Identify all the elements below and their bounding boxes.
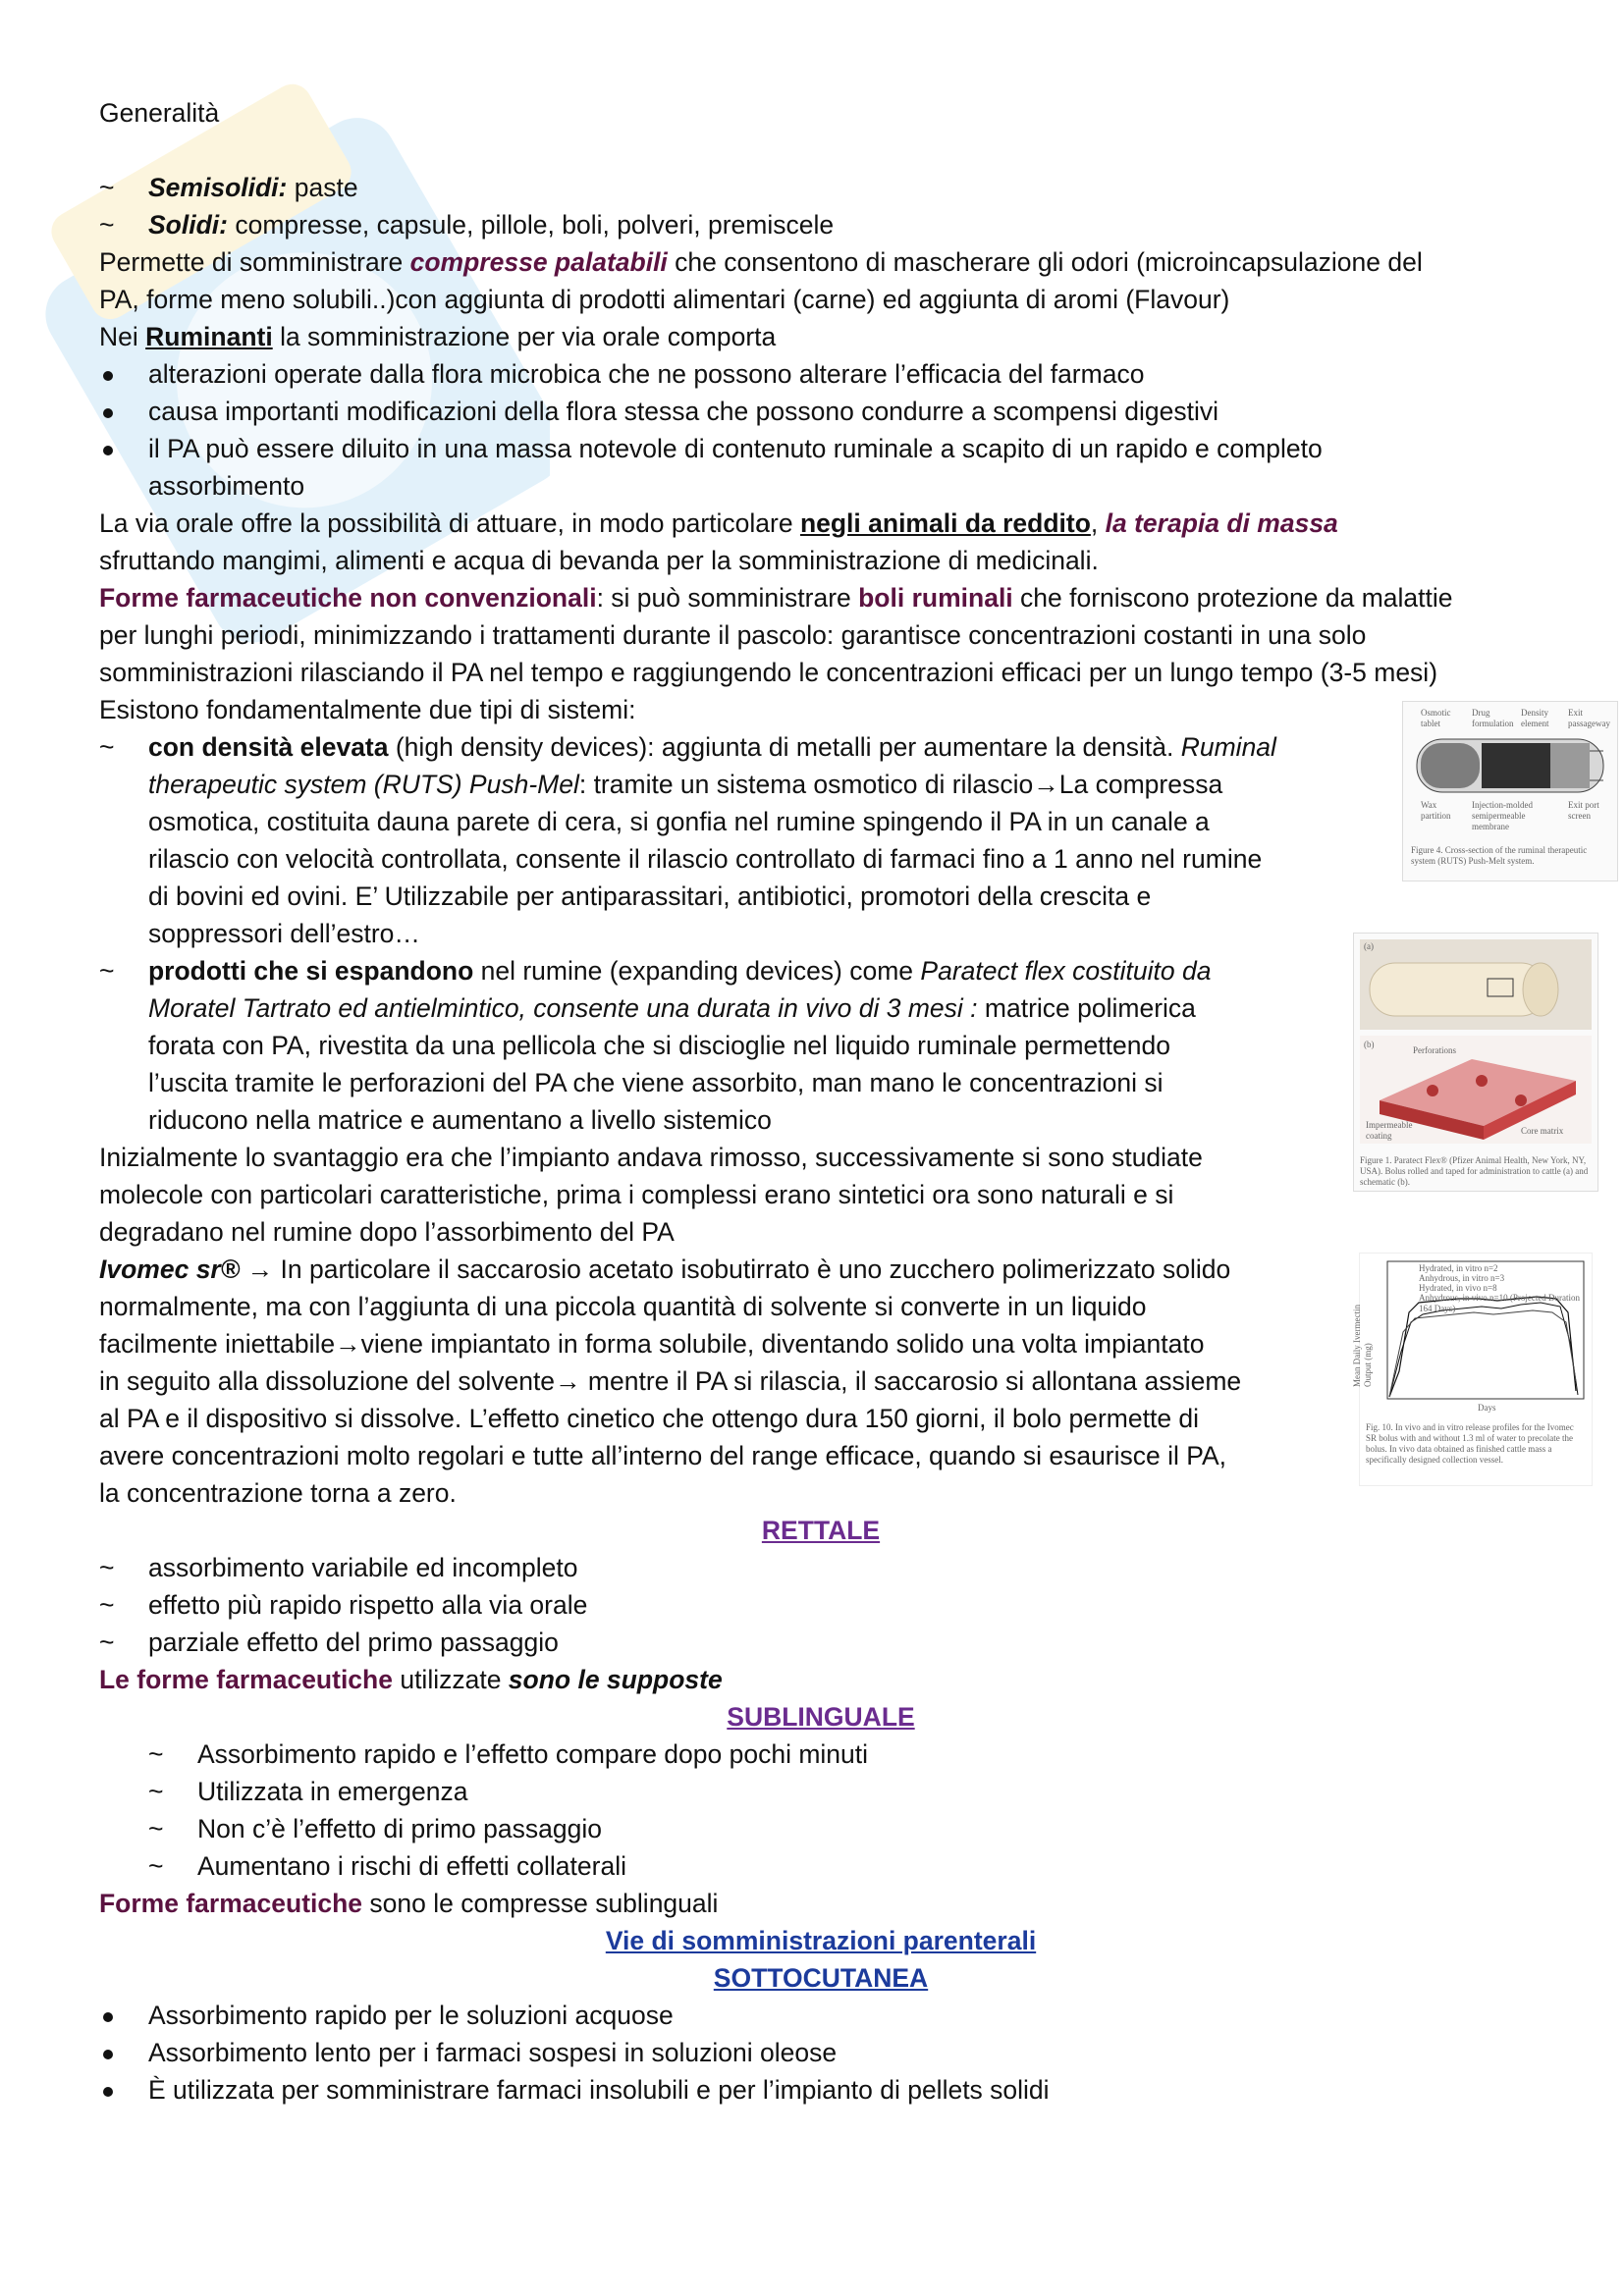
tilde-bullet: ~	[148, 1814, 164, 1843]
section-heading-rettale: RETTALE	[761, 1516, 881, 1545]
list-item-continuation: di bovini ed ovini. E’ Utilizzabile per antiparassitari, antibiotici, promotori della crescita e	[148, 881, 1152, 911]
paragraph-line: Ivomec sr® → In particolare il saccarosio acetato isobutirrato è uno zucchero polimerizzato solido	[99, 1255, 1231, 1284]
list-item-continuation: l’uscita tramite le perforazioni del PA che viene assorbito, man mano le concentrazioni si	[148, 1068, 1164, 1097]
list-item: Assorbimento rapido per le soluzioni acquose	[99, 1997, 1543, 2034]
tilde-bullet: ~	[99, 1628, 115, 1657]
paragraph-line: molecole con particolari caratteristiche, prima i complessi erano sintetici ora sono naturali e si	[99, 1180, 1174, 1209]
paragraph-line: Forme farmaceutiche sono le compresse sublinguali	[99, 1889, 719, 1918]
list-item: ~ parziale effetto del primo passaggio	[99, 1624, 1543, 1661]
list-item: ~ prodotti che si espandono nel rumine (expanding devices) come Paratect flex costituito da	[99, 952, 1543, 989]
tilde-bullet: ~	[99, 173, 115, 202]
paragraph-line: per lunghi periodi, minimizzando i trattamenti durante il pascolo: garantisce concentrazioni costanti in una solo	[99, 620, 1367, 650]
paragraph-line: in seguito alla dissoluzione del solvente→ mentre il PA si rilascia, il saccarosio si allontana assieme	[99, 1366, 1242, 1396]
list-item-continuation: assorbimento	[148, 471, 305, 501]
chart-legend-entry: Hydrated, in vitro n=2	[1419, 1263, 1498, 1273]
section-heading-parenterali: Vie di somministrazioni parenterali	[605, 1926, 1037, 1955]
list-item: ~ Assorbimento rapido e l’effetto compare dopo pochi minuti	[99, 1735, 1543, 1773]
bullet-dot-icon	[103, 408, 113, 418]
section-heading-sottocutanea: SOTTOCUTANEA	[713, 1963, 929, 1993]
figure-caption: Figure 1. Paratect Flex® (Pfizer Animal Health, New York, NY, USA). Bolus rolled and taped for administration to cattle (a) and schematic (b).	[1360, 1155, 1589, 1187]
document-body	[99, 94, 1543, 2109]
figure-label: Core matrix	[1521, 1126, 1564, 1136]
list-item: Assorbimento lento per i farmaci sospesi in soluzioni oleose	[99, 2034, 1543, 2071]
figure-label: Injection-molded semipermeable membrane	[1472, 800, 1533, 831]
figure-label: (b)	[1364, 1040, 1375, 1049]
paragraph-line: Le forme farmaceutiche utilizzate sono le supposte	[99, 1665, 723, 1694]
tilde-bullet: ~	[148, 1851, 164, 1881]
list-item-continuation: riducono nella matrice e aumentano a livello sistemico	[148, 1105, 772, 1135]
paragraph-line: PA, forme meno solubili..)con aggiunta di prodotti alimentari (carne) ed aggiunta di aromi (Flavour)	[99, 285, 1230, 314]
figure-label: (a)	[1364, 941, 1374, 951]
list-item-continuation: forata con PA, rivestita da una pellicola che si discioglie nel liquido ruminale permettendo	[148, 1031, 1170, 1060]
figure-label: Drug formulation	[1472, 708, 1514, 728]
paragraph-line: Esistono fondamentalmente due tipi di sistemi:	[99, 695, 636, 724]
tilde-bullet: ~	[99, 732, 115, 762]
paragraph-line: Forme farmaceutiche non convenzionali: si può somministrare boli ruminali che forniscono protezione da malattie	[99, 583, 1453, 613]
list-item: ~ Utilizzata in emergenza	[99, 1773, 1543, 1810]
paragraph-line: sfruttando mangimi, alimenti e acqua di bevanda per la somministrazione di medicinali.	[99, 546, 1099, 575]
tilde-bullet: ~	[99, 1553, 115, 1582]
list-item: ~ effetto più rapido rispetto alla via orale	[99, 1586, 1543, 1624]
list-item: ~ con densità elevata (high density devices): aggiunta di metalli per aumentare la densità. Ruminal	[99, 728, 1543, 766]
tilde-bullet: ~	[99, 1590, 115, 1620]
list-item: il PA può essere diluito in una massa notevole di contenuto ruminale a scapito di un rapido e completo	[99, 430, 1543, 467]
paragraph-line: Nei Ruminanti la somministrazione per via orale comporta	[99, 322, 777, 351]
paragraph-line: La via orale offre la possibilità di attuare, in modo particolare negli animali da reddito, la terapia di massa	[99, 508, 1338, 538]
list-item: ~ assorbimento variabile ed incompleto	[99, 1549, 1543, 1586]
figure-caption: Fig. 10. In vivo and in vitro release profiles for the Ivomec SR bolus with and without 1.3 ml of water to precolate the bolus. In vivo data obtained as finished cattle mass a specifically designed collection vessel.	[1366, 1422, 1574, 1465]
paragraph-line: normalmente, ma con l’aggiunta di una piccola quantità di solvente si converte in un liquido	[99, 1292, 1147, 1321]
figure-ivomec-release-chart	[1352, 1253, 1593, 1486]
bullet-dot-icon	[103, 446, 113, 455]
figure-label: Impermeable coating	[1366, 1120, 1413, 1141]
list-item: ~ Non c’è l’effetto di primo passaggio	[99, 1810, 1543, 1847]
paragraph-line: al PA e il dispositivo si dissolve. L’effetto cinetico che ottengo dura 150 giorni, il bolo permette di	[99, 1404, 1200, 1433]
bullet-dot-icon	[103, 2012, 113, 2022]
figure-label: Exit port screen	[1568, 800, 1599, 821]
paragraph-line: Inizialmente lo svantaggio era che l’impianto andava rimosso, successivamente si sono studiate	[99, 1143, 1203, 1172]
figure-paratect-flex	[1353, 933, 1598, 1192]
list-item: ~ Semisolidi: paste	[99, 169, 1543, 206]
list-item-continuation: osmotica, costituita dauna parete di cera, si gonfia nel rumine spingendo il PA in un canale a	[148, 807, 1210, 836]
paragraph-line: la concentrazione torna a zero.	[99, 1478, 457, 1508]
figure-label: Density element	[1521, 708, 1549, 728]
bullet-dot-icon	[103, 2050, 113, 2059]
chart-y-axis-label: Mean Daily Ivermectin Output (mg)	[1352, 1305, 1373, 1387]
bullet-dot-icon	[103, 2087, 113, 2097]
chart-x-axis-label: Days	[1478, 1403, 1496, 1413]
list-item-continuation: rilascio con velocità controllata, consente il rilascio controllato di farmaci fino a 1 anno nel rumine	[148, 844, 1263, 874]
paragraph-line: avere concentrazioni molto regolari e tutte all’interno del range efficace, quando si esaurisce il PA,	[99, 1441, 1227, 1470]
figure-ruts-crosssection	[1402, 701, 1618, 881]
figure-label: Exit passageway	[1568, 708, 1610, 728]
tilde-bullet: ~	[99, 210, 115, 240]
list-item: È utilizzata per somministrare farmaci insolubili e per l’impianto di pellets solidi	[99, 2071, 1543, 2109]
figure-label: Perforations	[1413, 1045, 1456, 1055]
figure-caption: Figure 4. Cross-section of the ruminal therapeutic system (RUTS) Push-Melt system.	[1411, 845, 1588, 866]
list-item: ~ Aumentano i rischi di effetti collaterali	[99, 1847, 1543, 1885]
list-item: alterazioni operate dalla flora microbica che ne possono alterare l’efficacia del farmaco	[99, 355, 1543, 393]
list-item: causa importanti modificazioni della flora stessa che possono condurre a scompensi digestivi	[99, 393, 1543, 430]
tilde-bullet: ~	[99, 956, 115, 986]
chart-legend-entry: Hydrated, in vivo n=8	[1419, 1283, 1497, 1293]
list-item-continuation: soppressori dell’estro…	[148, 919, 420, 948]
section-heading-sublinguale: SUBLINGUALE	[727, 1702, 915, 1732]
list-item: ~ Solidi: compresse, capsule, pillole, boli, polveri, premiscele	[99, 206, 1543, 243]
tilde-bullet: ~	[148, 1777, 164, 1806]
figure-label: Wax partition	[1421, 800, 1451, 821]
chart-legend-entry: Anhydrous, in vivo n=10 (Projected Duration 164 Days)	[1419, 1293, 1581, 1313]
paragraph-line: Permette di somministrare compresse palatabili che consentono di mascherare gli odori (microincapsulazione del	[99, 247, 1423, 277]
figure-label: Osmotic tablet	[1421, 708, 1451, 728]
doc-title: Generalità	[99, 98, 220, 128]
bullet-dot-icon	[103, 371, 113, 381]
paragraph-line: facilmente iniettabile→viene impiantato in forma solubile, diventando solido una volta impiantato	[99, 1329, 1205, 1359]
paragraph-line: degradano nel rumine dopo l’assorbimento del PA	[99, 1217, 675, 1247]
chart-legend-entry: Anhydrous, in vitro n=3	[1419, 1273, 1505, 1283]
paragraph-line: somministrazioni rilasciando il PA nel tempo e raggiungendo le concentrazioni efficaci per un lungo tempo (3-5 mesi)	[99, 658, 1438, 687]
list-item-continuation: Moratel Tartrato ed antielmintico, consente una durata in vivo di 3 mesi : matrice polimerica	[148, 993, 1196, 1023]
tilde-bullet: ~	[148, 1739, 164, 1769]
list-item-continuation: therapeutic system (RUTS) Push-Mel: tramite un sistema osmotico di rilascio→La compressa	[148, 770, 1223, 799]
